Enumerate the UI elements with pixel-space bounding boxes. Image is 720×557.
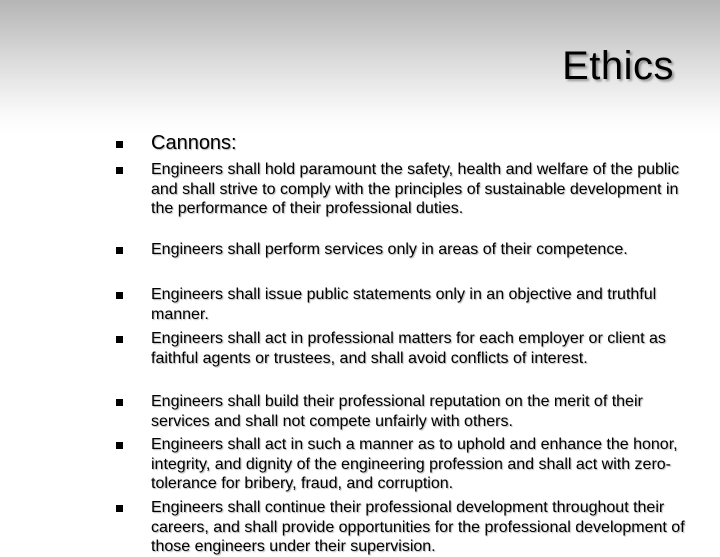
square-bullet-icon — [116, 141, 123, 148]
slide-title: Ethics — [562, 44, 674, 88]
list-item: Engineers shall perform services only in areas of their competence. — [151, 241, 628, 258]
square-bullet-icon — [116, 505, 123, 512]
list-item: Engineers shall act in professional matters for each employer or client as faithful agents or trustees, and shall avoid conflicts of interest. — [151, 330, 666, 367]
square-bullet-icon — [116, 292, 123, 299]
list-item: Engineers shall hold paramount the safety, health and welfare of the public and shall strive to comply with the principles of sustainable development in the performance of their professional duties. — [151, 161, 680, 217]
square-bullet-icon — [116, 442, 123, 449]
list-item: Engineers shall issue public statements only in an objective and truthful manner. — [151, 286, 657, 323]
square-bullet-icon — [116, 399, 123, 406]
list-item: Engineers shall act in such a manner as to uphold and enhance the honor, integrity, and dignity of the engineering profession and shall act with zero-tolerance for bribery, fraud, and corruption. — [151, 436, 678, 492]
square-bullet-icon — [116, 336, 123, 343]
list-item: Engineers shall build their professional reputation on the merit of their services and shall not compete unfairly with others. — [151, 393, 643, 430]
square-bullet-icon — [116, 167, 123, 174]
list-heading: Cannons: — [151, 132, 237, 154]
square-bullet-icon — [116, 247, 123, 254]
list-item: Engineers shall continue their professional development throughout their careers, and shall provide opportunities for the professional development of those engineers under their supervision. — [151, 499, 685, 555]
